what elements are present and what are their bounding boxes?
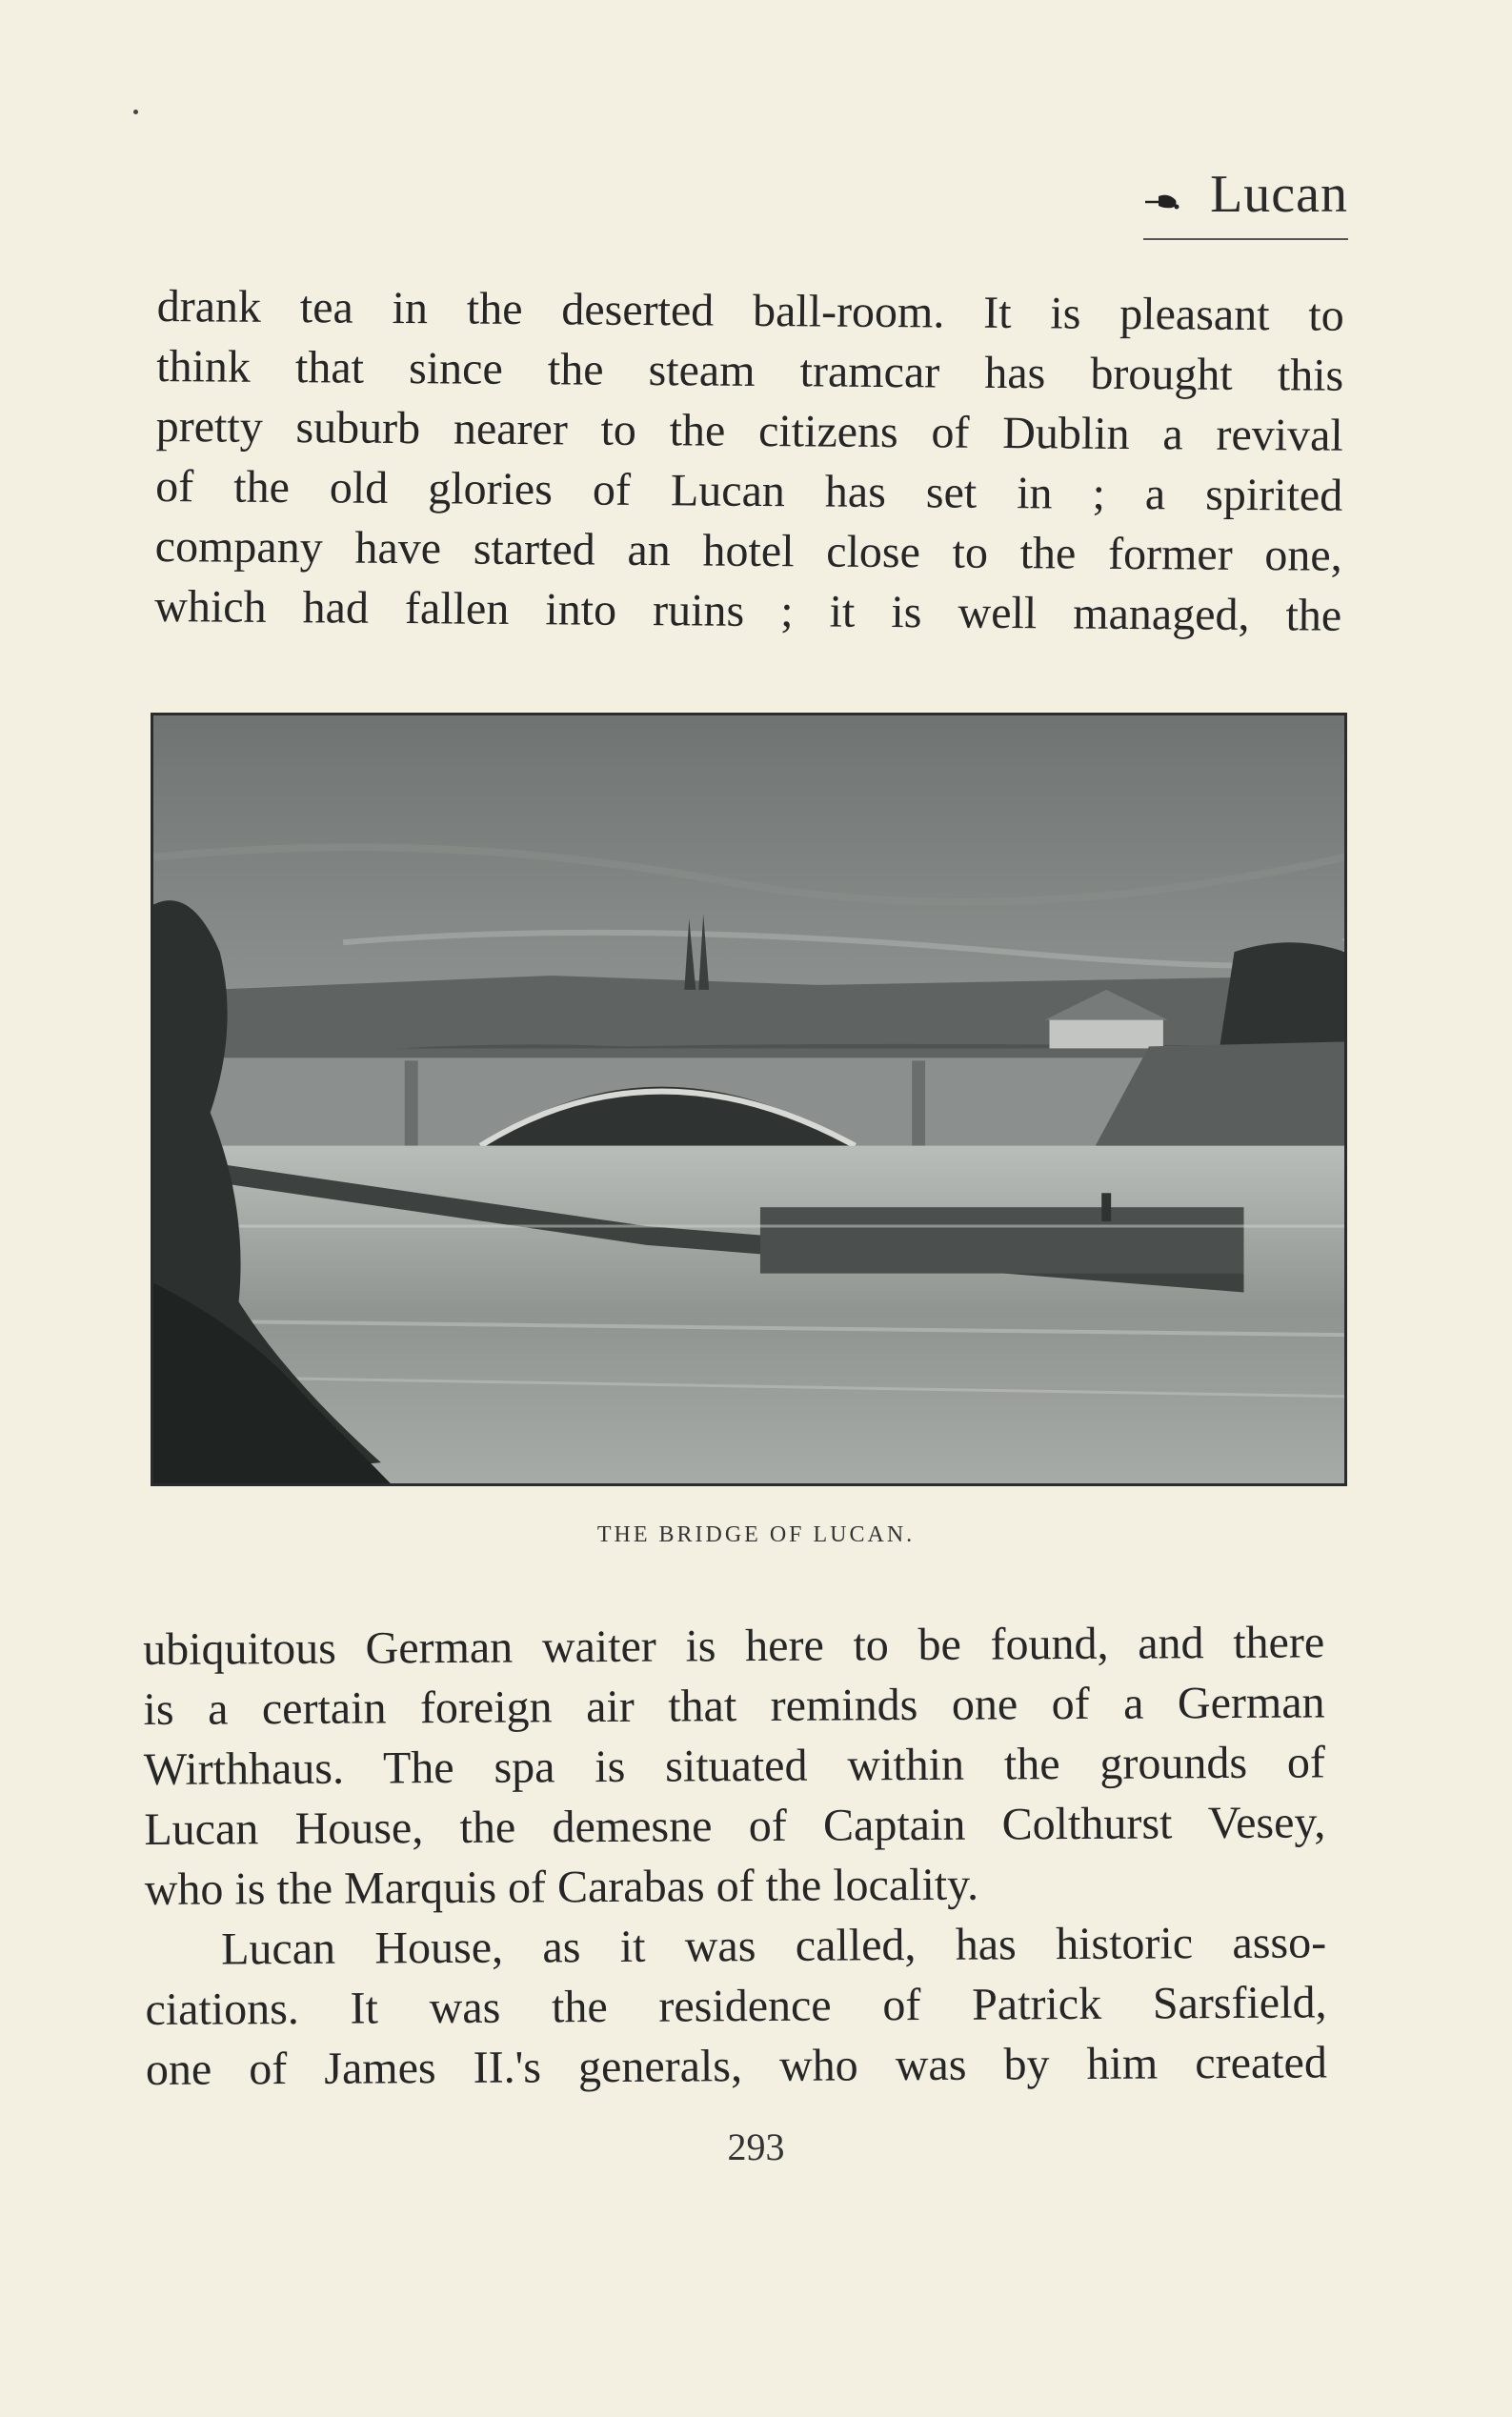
- text-line: Wirthhaus. The spa is situated within the grounds of: [143, 1737, 1326, 1795]
- page-number: 293: [727, 2125, 785, 2168]
- text-line: one of James II.'s generals, who was by him created: [145, 2037, 1328, 2095]
- paragraph-top: [154, 276, 1344, 646]
- running-head-title: Lucan: [1210, 165, 1348, 224]
- text-line: think that since the steam tramcar has brought this: [156, 340, 1344, 401]
- text-line: which had fallen into ruins ; it is well managed, the: [154, 580, 1342, 641]
- text-line: is a certain foreign air that reminds one of a German: [143, 1677, 1325, 1735]
- bridge-illustration: [151, 713, 1347, 1486]
- text-line: pretty suburb nearer to the citizens of Dublin a revival: [155, 400, 1343, 461]
- pointing-hand-icon: [1143, 164, 1181, 225]
- paragraph-bottom: [143, 1612, 1327, 2100]
- text-line: who is the Marquis of Carabas of the locality.: [144, 1859, 979, 1915]
- text-line: ubiquitous German waiter is here to be found, and there: [143, 1617, 1325, 1675]
- text-line: Lucan House, as it was called, has historic asso-: [220, 1917, 1327, 1975]
- text-line: company have started an hotel close to the former one,: [154, 520, 1342, 581]
- text-line: of the old glories of Lucan has set in ; a spirited: [155, 460, 1343, 521]
- text-line: Lucan House, the demesne of Captain Colthurst Vesey,: [144, 1797, 1326, 1855]
- text-line: ciations. It was the residence of Patrick Sarsfield,: [145, 1977, 1327, 2035]
- ink-speck: [133, 110, 138, 114]
- figure-caption: THE BRIDGE OF LUCAN.: [596, 1522, 916, 1547]
- running-head: [1143, 164, 1348, 240]
- text-line: drank tea in the deserted ball-room. It is pleasant to: [156, 280, 1344, 341]
